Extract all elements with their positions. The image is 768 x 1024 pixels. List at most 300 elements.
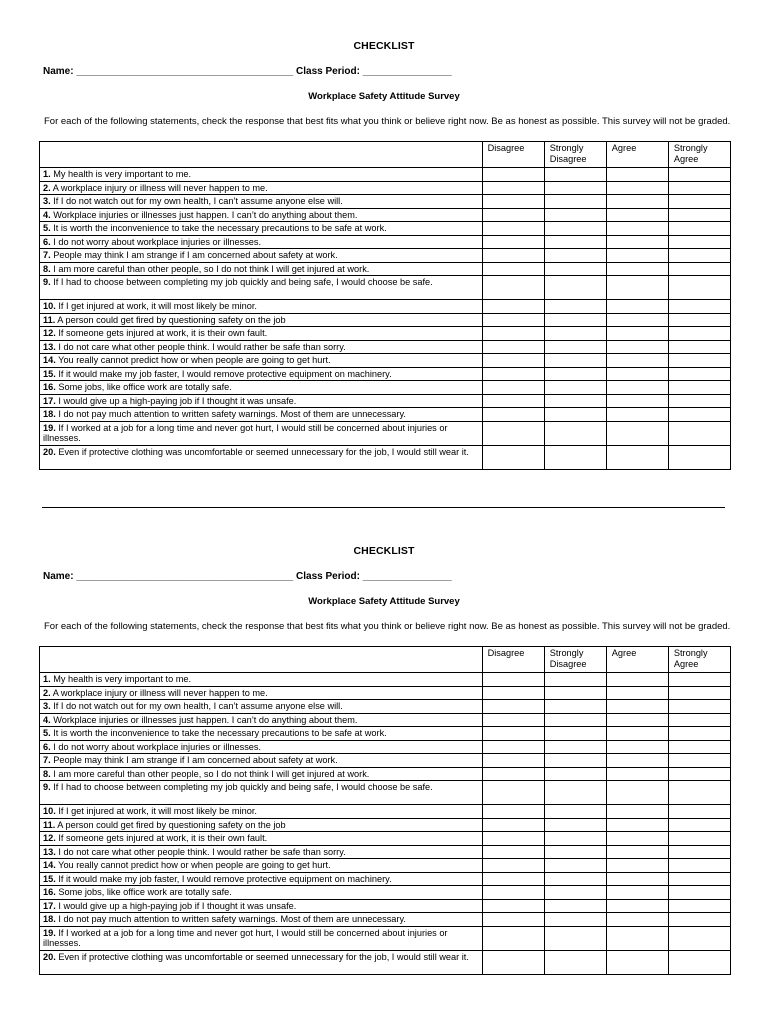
response-cell-agree[interactable] bbox=[606, 340, 668, 354]
statement-number: 2. bbox=[43, 182, 51, 193]
statement-text: I do not care what other people think. I would rather be safe than sorry. bbox=[55, 846, 346, 857]
response-cell-disagree[interactable] bbox=[482, 781, 544, 805]
table-row bbox=[40, 700, 731, 714]
statement-text: If it would make my job faster, I would remove protective equipment on machinery. bbox=[55, 368, 392, 379]
response-cell-strongly-disagree[interactable] bbox=[544, 913, 606, 927]
response-cell-strongly-agree[interactable] bbox=[668, 313, 730, 327]
statement-text: A workplace injury or illness will never happen to me. bbox=[50, 687, 268, 698]
statement-number: 18. bbox=[43, 914, 56, 924]
statement-text: I would give up a high-paying job if I thought it was unsafe. bbox=[55, 395, 297, 406]
statement-cell bbox=[40, 673, 483, 687]
table-row bbox=[40, 340, 731, 354]
statement-number: 16. bbox=[43, 382, 56, 392]
statement-text: If I do not watch out for my own health, I can’t assume anyone else will. bbox=[50, 196, 343, 206]
response-cell-strongly-disagree[interactable] bbox=[544, 926, 606, 950]
response-cell-strongly-agree[interactable] bbox=[668, 381, 730, 395]
statement-cell bbox=[40, 222, 483, 236]
table-row bbox=[40, 805, 731, 819]
response-cell-agree[interactable] bbox=[606, 249, 668, 263]
response-cell-disagree[interactable] bbox=[482, 767, 544, 781]
response-cell-agree[interactable] bbox=[606, 235, 668, 249]
response-cell-strongly-agree[interactable] bbox=[668, 781, 730, 805]
response-cell-strongly-agree[interactable] bbox=[668, 754, 730, 768]
response-cell-agree[interactable] bbox=[606, 899, 668, 913]
statement-cell bbox=[40, 872, 483, 886]
response-cell-strongly-disagree[interactable] bbox=[544, 886, 606, 900]
response-cell-disagree[interactable] bbox=[482, 445, 544, 469]
response-cell-disagree[interactable] bbox=[482, 673, 544, 687]
response-cell-disagree[interactable] bbox=[482, 872, 544, 886]
response-cell-disagree[interactable] bbox=[482, 727, 544, 741]
response-cell-disagree[interactable] bbox=[482, 740, 544, 754]
table-row bbox=[40, 235, 731, 249]
response-cell-disagree[interactable] bbox=[482, 195, 544, 209]
statement-text: People may think I am strange if I am concerned about safety at work. bbox=[50, 755, 338, 765]
survey-table bbox=[39, 141, 731, 470]
statement-number: 19. bbox=[43, 422, 56, 433]
response-cell-strongly-agree[interactable] bbox=[668, 195, 730, 209]
response-cell-strongly-disagree[interactable] bbox=[544, 950, 606, 974]
response-cell-disagree[interactable] bbox=[482, 913, 544, 927]
response-cell-disagree[interactable] bbox=[482, 713, 544, 727]
response-cell-strongly-disagree[interactable] bbox=[544, 832, 606, 846]
survey-subtitle: Workplace Safety Attitude Survey bbox=[308, 596, 460, 607]
response-cell-strongly-agree[interactable] bbox=[668, 805, 730, 819]
response-cell-strongly-disagree[interactable] bbox=[544, 700, 606, 714]
statement-text: Workplace injuries or illnesses just happen. I can’t do anything about them. bbox=[50, 714, 358, 725]
response-cell-strongly-agree[interactable] bbox=[668, 394, 730, 408]
response-cell-strongly-agree[interactable] bbox=[668, 300, 730, 314]
response-cell-disagree[interactable] bbox=[482, 886, 544, 900]
response-cell-disagree[interactable] bbox=[482, 899, 544, 913]
table-row bbox=[40, 313, 731, 327]
statement-cell bbox=[40, 859, 483, 873]
statement-number: 3. bbox=[43, 196, 51, 206]
statement-number: 14. bbox=[43, 355, 56, 365]
statement-cell bbox=[40, 235, 483, 249]
response-cell-agree[interactable] bbox=[606, 168, 668, 182]
name-class-period-line: Name: _______________________________________ Class Period: ________________ bbox=[43, 571, 452, 582]
statement-text: My health is very important to me. bbox=[50, 169, 192, 179]
statement-number: 13. bbox=[43, 846, 56, 857]
response-cell-strongly-agree[interactable] bbox=[668, 367, 730, 381]
statement-text: I do not worry about workplace injuries or illnesses. bbox=[50, 741, 262, 752]
table-row bbox=[40, 408, 731, 422]
response-cell-strongly-agree[interactable] bbox=[668, 276, 730, 300]
response-cell-disagree[interactable] bbox=[482, 818, 544, 832]
statement-text: Even if protective clothing was uncomfortable or seemed unnecessary for the job, I would still wear it. bbox=[55, 951, 469, 962]
statement-number: 7. bbox=[43, 755, 51, 765]
statement-number: 17. bbox=[43, 900, 56, 911]
response-cell-disagree[interactable] bbox=[482, 754, 544, 768]
table-row bbox=[40, 181, 731, 195]
statement-number: 15. bbox=[43, 368, 56, 379]
response-cell-strongly-disagree[interactable] bbox=[544, 713, 606, 727]
response-cell-strongly-disagree[interactable] bbox=[544, 899, 606, 913]
response-cell-strongly-agree[interactable] bbox=[668, 832, 730, 846]
response-cell-disagree[interactable] bbox=[482, 181, 544, 195]
statement-text: If I worked at a job for a long time and never got hurt, I would still be concerned about injuries or illnesses. bbox=[43, 927, 448, 948]
statement-cell bbox=[40, 781, 483, 805]
response-cell-disagree[interactable] bbox=[482, 926, 544, 950]
statement-cell bbox=[40, 381, 483, 395]
statement-text: I am more careful than other people, so I do not think I will get injured at work. bbox=[50, 768, 370, 779]
response-cell-strongly-disagree[interactable] bbox=[544, 408, 606, 422]
statement-number: 3. bbox=[43, 701, 51, 711]
response-cell-strongly-disagree[interactable] bbox=[544, 686, 606, 700]
statement-cell bbox=[40, 805, 483, 819]
table-row bbox=[40, 754, 731, 768]
response-cell-strongly-disagree[interactable] bbox=[544, 421, 606, 445]
column-header-strongly-disagree: Strongly Disagree bbox=[544, 142, 606, 168]
response-cell-strongly-agree[interactable] bbox=[668, 913, 730, 927]
response-cell-agree[interactable] bbox=[606, 727, 668, 741]
response-cell-strongly-disagree[interactable] bbox=[544, 300, 606, 314]
statement-number: 11. bbox=[43, 314, 56, 325]
statement-cell bbox=[40, 950, 483, 974]
response-cell-agree[interactable] bbox=[606, 781, 668, 805]
table-row bbox=[40, 950, 731, 974]
statement-cell bbox=[40, 262, 483, 276]
response-cell-agree[interactable] bbox=[606, 886, 668, 900]
response-cell-agree[interactable] bbox=[606, 421, 668, 445]
statement-text: If I do not watch out for my own health, I can’t assume anyone else will. bbox=[50, 701, 343, 711]
statement-number: 16. bbox=[43, 887, 56, 897]
response-cell-strongly-disagree[interactable] bbox=[544, 394, 606, 408]
statement-cell bbox=[40, 845, 483, 859]
statement-cell bbox=[40, 340, 483, 354]
statement-number: 1. bbox=[43, 169, 51, 179]
response-cell-disagree[interactable] bbox=[482, 950, 544, 974]
response-cell-disagree[interactable] bbox=[482, 300, 544, 314]
table-row bbox=[40, 832, 731, 846]
table-row bbox=[40, 673, 731, 687]
response-cell-strongly-disagree[interactable] bbox=[544, 367, 606, 381]
column-header-strongly-disagree: Strongly Disagree bbox=[544, 647, 606, 673]
response-cell-strongly-agree[interactable] bbox=[668, 262, 730, 276]
response-cell-strongly-agree[interactable] bbox=[668, 235, 730, 249]
response-cell-strongly-agree[interactable] bbox=[668, 249, 730, 263]
response-cell-disagree[interactable] bbox=[482, 249, 544, 263]
response-cell-disagree[interactable] bbox=[482, 276, 544, 300]
response-cell-agree[interactable] bbox=[606, 262, 668, 276]
response-cell-strongly-disagree[interactable] bbox=[544, 872, 606, 886]
statement-text: If I get injured at work, it will most likely be minor. bbox=[55, 301, 257, 311]
response-cell-strongly-agree[interactable] bbox=[668, 408, 730, 422]
statement-cell bbox=[40, 686, 483, 700]
response-cell-agree[interactable] bbox=[606, 913, 668, 927]
response-cell-disagree[interactable] bbox=[482, 832, 544, 846]
response-cell-strongly-disagree[interactable] bbox=[544, 673, 606, 687]
statement-cell bbox=[40, 354, 483, 368]
statement-text: If it would make my job faster, I would remove protective equipment on machinery. bbox=[55, 873, 392, 884]
response-cell-strongly-disagree[interactable] bbox=[544, 249, 606, 263]
table-row bbox=[40, 421, 731, 445]
response-cell-agree[interactable] bbox=[606, 845, 668, 859]
response-cell-strongly-agree[interactable] bbox=[668, 354, 730, 368]
response-cell-strongly-disagree[interactable] bbox=[544, 845, 606, 859]
statement-column-header bbox=[40, 142, 483, 168]
table-row bbox=[40, 913, 731, 927]
response-cell-strongly-disagree[interactable] bbox=[544, 381, 606, 395]
statement-cell bbox=[40, 818, 483, 832]
response-cell-agree[interactable] bbox=[606, 300, 668, 314]
statement-number: 9. bbox=[43, 277, 51, 287]
table-row bbox=[40, 276, 731, 300]
response-cell-strongly-disagree[interactable] bbox=[544, 781, 606, 805]
response-cell-strongly-agree[interactable] bbox=[668, 926, 730, 950]
statement-text: I do not pay much attention to written safety warnings. Most of them are unnecessary. bbox=[55, 409, 406, 419]
response-cell-strongly-agree[interactable] bbox=[668, 727, 730, 741]
statement-cell bbox=[40, 713, 483, 727]
table-row bbox=[40, 300, 731, 314]
response-cell-strongly-agree[interactable] bbox=[668, 740, 730, 754]
statement-text: Workplace injuries or illnesses just happen. I can’t do anything about them. bbox=[50, 209, 358, 220]
statement-cell bbox=[40, 700, 483, 714]
response-cell-strongly-disagree[interactable] bbox=[544, 195, 606, 209]
statement-text: You really cannot predict how or when people are going to get hurt. bbox=[55, 355, 331, 365]
response-cell-strongly-disagree[interactable] bbox=[544, 754, 606, 768]
statement-number: 4. bbox=[43, 714, 51, 725]
statement-cell bbox=[40, 727, 483, 741]
response-cell-disagree[interactable] bbox=[482, 845, 544, 859]
survey-instructions: For each of the following statements, check the response that best fits what you think or believe right now. Be as honest as possible. This survey will not be graded. bbox=[44, 621, 731, 632]
statement-number: 20. bbox=[43, 951, 56, 962]
response-cell-strongly-disagree[interactable] bbox=[544, 340, 606, 354]
table-row bbox=[40, 845, 731, 859]
survey-table bbox=[39, 646, 731, 975]
response-cell-strongly-agree[interactable] bbox=[668, 340, 730, 354]
response-cell-strongly-agree[interactable] bbox=[668, 673, 730, 687]
response-cell-strongly-disagree[interactable] bbox=[544, 276, 606, 300]
response-cell-strongly-agree[interactable] bbox=[668, 950, 730, 974]
table-row bbox=[40, 445, 731, 469]
response-cell-strongly-disagree[interactable] bbox=[544, 222, 606, 236]
response-cell-disagree[interactable] bbox=[482, 168, 544, 182]
response-cell-agree[interactable] bbox=[606, 832, 668, 846]
statement-cell bbox=[40, 367, 483, 381]
table-row bbox=[40, 327, 731, 341]
response-cell-strongly-agree[interactable] bbox=[668, 700, 730, 714]
statement-cell bbox=[40, 276, 483, 300]
table-row bbox=[40, 249, 731, 263]
response-cell-strongly-agree[interactable] bbox=[668, 818, 730, 832]
table-row bbox=[40, 926, 731, 950]
response-cell-agree[interactable] bbox=[606, 222, 668, 236]
response-cell-disagree[interactable] bbox=[482, 354, 544, 368]
statement-cell bbox=[40, 740, 483, 754]
response-cell-strongly-disagree[interactable] bbox=[544, 767, 606, 781]
response-cell-agree[interactable] bbox=[606, 313, 668, 327]
response-cell-strongly-disagree[interactable] bbox=[544, 208, 606, 222]
table-row bbox=[40, 740, 731, 754]
statement-number: 12. bbox=[43, 833, 56, 843]
response-cell-agree[interactable] bbox=[606, 327, 668, 341]
response-cell-strongly-agree[interactable] bbox=[668, 886, 730, 900]
response-cell-disagree[interactable] bbox=[482, 408, 544, 422]
response-cell-agree[interactable] bbox=[606, 208, 668, 222]
table-row bbox=[40, 818, 731, 832]
statement-number: 14. bbox=[43, 860, 56, 870]
statement-number: 17. bbox=[43, 395, 56, 406]
response-cell-strongly-agree[interactable] bbox=[668, 859, 730, 873]
response-cell-agree[interactable] bbox=[606, 859, 668, 873]
response-cell-disagree[interactable] bbox=[482, 421, 544, 445]
response-cell-disagree[interactable] bbox=[482, 327, 544, 341]
statement-text: I would give up a high-paying job if I thought it was unsafe. bbox=[55, 900, 297, 911]
statement-cell bbox=[40, 327, 483, 341]
statement-number: 6. bbox=[43, 741, 51, 752]
response-cell-strongly-agree[interactable] bbox=[668, 713, 730, 727]
survey-instructions: For each of the following statements, check the response that best fits what you think or believe right now. Be as honest as possible. This survey will not be graded. bbox=[44, 116, 731, 127]
table-row bbox=[40, 713, 731, 727]
statement-text: Some jobs, like office work are totally safe. bbox=[55, 887, 232, 897]
table-row bbox=[40, 367, 731, 381]
statement-number: 11. bbox=[43, 819, 56, 830]
response-cell-disagree[interactable] bbox=[482, 859, 544, 873]
response-cell-strongly-disagree[interactable] bbox=[544, 805, 606, 819]
table-row bbox=[40, 262, 731, 276]
table-row bbox=[40, 872, 731, 886]
response-cell-strongly-disagree[interactable] bbox=[544, 327, 606, 341]
statement-number: 20. bbox=[43, 446, 56, 457]
response-cell-agree[interactable] bbox=[606, 805, 668, 819]
response-cell-strongly-agree[interactable] bbox=[668, 845, 730, 859]
statement-cell bbox=[40, 208, 483, 222]
response-cell-strongly-disagree[interactable] bbox=[544, 445, 606, 469]
statement-text: If I had to choose between completing my job quickly and being safe, I would choose be safe. bbox=[50, 277, 433, 287]
response-cell-strongly-agree[interactable] bbox=[668, 421, 730, 445]
column-header-disagree: Disagree bbox=[482, 142, 544, 168]
response-cell-agree[interactable] bbox=[606, 686, 668, 700]
statement-number: 8. bbox=[43, 263, 51, 274]
statement-cell bbox=[40, 445, 483, 469]
statement-text: I do not worry about workplace injuries or illnesses. bbox=[50, 236, 262, 247]
response-cell-strongly-disagree[interactable] bbox=[544, 727, 606, 741]
statement-text: I do not care what other people think. I would rather be safe than sorry. bbox=[55, 341, 346, 352]
table-row bbox=[40, 859, 731, 873]
statement-cell bbox=[40, 926, 483, 950]
response-cell-disagree[interactable] bbox=[482, 686, 544, 700]
response-cell-strongly-agree[interactable] bbox=[668, 872, 730, 886]
statement-cell bbox=[40, 832, 483, 846]
response-cell-disagree[interactable] bbox=[482, 340, 544, 354]
table-row bbox=[40, 208, 731, 222]
response-cell-disagree[interactable] bbox=[482, 367, 544, 381]
statement-cell bbox=[40, 421, 483, 445]
response-cell-disagree[interactable] bbox=[482, 262, 544, 276]
response-cell-agree[interactable] bbox=[606, 381, 668, 395]
response-cell-strongly-disagree[interactable] bbox=[544, 313, 606, 327]
response-cell-disagree[interactable] bbox=[482, 313, 544, 327]
response-cell-disagree[interactable] bbox=[482, 394, 544, 408]
response-cell-strongly-agree[interactable] bbox=[668, 445, 730, 469]
response-cell-agree[interactable] bbox=[606, 354, 668, 368]
statement-text: A person could get fired by questioning safety on the job bbox=[55, 314, 286, 325]
response-cell-strongly-agree[interactable] bbox=[668, 222, 730, 236]
table-row bbox=[40, 381, 731, 395]
response-cell-agree[interactable] bbox=[606, 445, 668, 469]
table-header-row bbox=[40, 647, 731, 673]
response-cell-strongly-disagree[interactable] bbox=[544, 859, 606, 873]
statement-text: It is worth the inconvenience to take the necessary precautions to be safe at work. bbox=[50, 728, 387, 738]
statement-number: 8. bbox=[43, 768, 51, 779]
response-cell-agree[interactable] bbox=[606, 367, 668, 381]
response-cell-strongly-agree[interactable] bbox=[668, 208, 730, 222]
response-cell-agree[interactable] bbox=[606, 394, 668, 408]
response-cell-strongly-disagree[interactable] bbox=[544, 181, 606, 195]
response-cell-agree[interactable] bbox=[606, 926, 668, 950]
survey-rows bbox=[40, 168, 731, 470]
response-cell-disagree[interactable] bbox=[482, 805, 544, 819]
table-row bbox=[40, 727, 731, 741]
response-cell-strongly-disagree[interactable] bbox=[544, 168, 606, 182]
table-row bbox=[40, 354, 731, 368]
response-cell-agree[interactable] bbox=[606, 713, 668, 727]
response-cell-agree[interactable] bbox=[606, 872, 668, 886]
response-cell-strongly-disagree[interactable] bbox=[544, 354, 606, 368]
statement-number: 5. bbox=[43, 223, 51, 233]
statement-cell bbox=[40, 913, 483, 927]
response-cell-disagree[interactable] bbox=[482, 222, 544, 236]
response-cell-agree[interactable] bbox=[606, 818, 668, 832]
table-header-row bbox=[40, 142, 731, 168]
response-cell-strongly-agree[interactable] bbox=[668, 327, 730, 341]
statement-cell bbox=[40, 408, 483, 422]
response-cell-strongly-agree[interactable] bbox=[668, 168, 730, 182]
statement-text: If someone gets injured at work, it is their own fault. bbox=[55, 833, 268, 843]
response-cell-agree[interactable] bbox=[606, 767, 668, 781]
response-cell-agree[interactable] bbox=[606, 673, 668, 687]
response-cell-agree[interactable] bbox=[606, 195, 668, 209]
response-cell-disagree[interactable] bbox=[482, 700, 544, 714]
statement-number: 19. bbox=[43, 927, 56, 938]
response-cell-agree[interactable] bbox=[606, 181, 668, 195]
response-cell-disagree[interactable] bbox=[482, 208, 544, 222]
table-row bbox=[40, 168, 731, 182]
response-cell-agree[interactable] bbox=[606, 700, 668, 714]
statement-number: 12. bbox=[43, 328, 56, 338]
response-cell-agree[interactable] bbox=[606, 740, 668, 754]
response-cell-disagree[interactable] bbox=[482, 381, 544, 395]
response-cell-strongly-agree[interactable] bbox=[668, 899, 730, 913]
statement-text: If I get injured at work, it will most likely be minor. bbox=[55, 806, 257, 816]
survey-sheet-bottom bbox=[0, 505, 768, 1010]
statement-text: You really cannot predict how or when people are going to get hurt. bbox=[55, 860, 331, 870]
statement-number: 6. bbox=[43, 236, 51, 247]
response-cell-strongly-agree[interactable] bbox=[668, 767, 730, 781]
response-cell-agree[interactable] bbox=[606, 950, 668, 974]
response-cell-strongly-disagree[interactable] bbox=[544, 235, 606, 249]
statement-text: A person could get fired by questioning safety on the job bbox=[55, 819, 286, 830]
statement-number: 5. bbox=[43, 728, 51, 738]
response-cell-strongly-disagree[interactable] bbox=[544, 262, 606, 276]
statement-number: 7. bbox=[43, 250, 51, 260]
response-cell-strongly-disagree[interactable] bbox=[544, 818, 606, 832]
statement-cell bbox=[40, 886, 483, 900]
survey-sheet-top bbox=[0, 0, 768, 505]
statement-number: 10. bbox=[43, 301, 56, 311]
response-cell-agree[interactable] bbox=[606, 754, 668, 768]
response-cell-agree[interactable] bbox=[606, 408, 668, 422]
response-cell-strongly-agree[interactable] bbox=[668, 686, 730, 700]
column-header-strongly-agree: Strongly Agree bbox=[668, 647, 730, 673]
response-cell-strongly-agree[interactable] bbox=[668, 181, 730, 195]
response-cell-agree[interactable] bbox=[606, 276, 668, 300]
response-cell-strongly-disagree[interactable] bbox=[544, 740, 606, 754]
statement-cell bbox=[40, 168, 483, 182]
response-cell-disagree[interactable] bbox=[482, 235, 544, 249]
